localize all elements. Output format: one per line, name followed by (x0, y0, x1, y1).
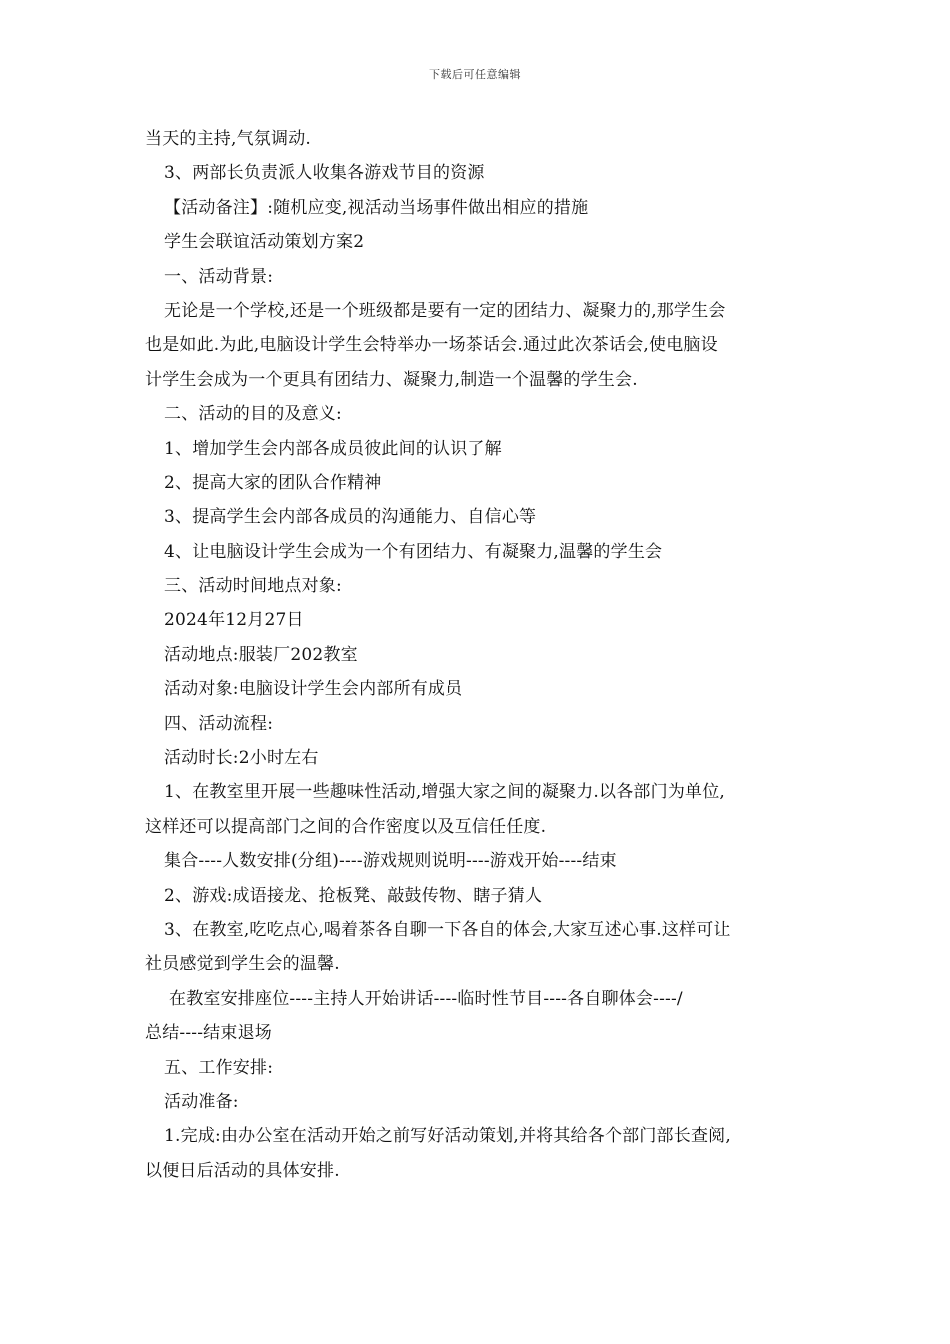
text-line: 【活动备注】:随机应变,视活动当场事件做出相应的措施 (164, 197, 589, 218)
text-line: 在教室安排座位----主持人开始讲话----临时性节目----各自聊体会----/ (169, 988, 683, 1009)
text-line: 2024年12月27日 (164, 610, 304, 631)
text-line: 3、两部长负责派人收集各游戏节目的资源 (164, 163, 485, 184)
text-line: 1.完成:由办公室在活动开始之前写好活动策划,并将其给各个部门部长查阅, (164, 1126, 731, 1147)
text-line: 2、提高大家的团队合作精神 (164, 472, 382, 493)
text-line: 总结----结束退场 (145, 1023, 272, 1044)
text-line: 以便日后活动的具体安排. (145, 1160, 340, 1181)
text-line: 1、在教室里开展一些趣味性活动,增强大家之间的凝聚力.以各部门为单位, (164, 782, 726, 803)
text-line: 活动地点:服装厂202教室 (164, 644, 358, 665)
text-line: 无论是一个学校,还是一个班级都是要有一定的团结力、凝聚力的,那学生会 (164, 300, 726, 321)
text-line: 三、活动时间地点对象: (164, 576, 342, 597)
text-line: 3、提高学生会内部各成员的沟通能力、自信心等 (164, 507, 537, 528)
text-line: 活动对象:电脑设计学生会内部所有成员 (164, 679, 463, 700)
text-line: 二、活动的目的及意义: (164, 404, 342, 425)
text-line: 社员感觉到学生会的温馨. (145, 954, 340, 975)
text-line: 当天的主持,气氛调动. (145, 129, 312, 149)
text-line: 一、活动背景: (164, 266, 274, 287)
document-body (145, 122, 810, 1188)
text-line: 活动时长:2小时左右 (164, 748, 319, 769)
text-line: 4、让电脑设计学生会成为一个有团结力、有凝聚力,温馨的学生会 (164, 541, 663, 562)
text-line: 计学生会成为一个更具有团结力、凝聚力,制造一个温馨的学生会. (145, 369, 638, 390)
page-header: 下载后可任意编辑 (429, 68, 521, 81)
text-line: 五、工作安排: (164, 1057, 274, 1078)
text-line: 活动准备: (164, 1091, 239, 1112)
text-line: 也是如此.为此,电脑设计学生会特举办一场茶话会.通过此次茶话会,使电脑设 (145, 335, 718, 356)
text-line: 2、游戏:成语接龙、抢板凳、敲鼓传物、瞎子猜人 (164, 885, 543, 906)
text-line: 这样还可以提高部门之间的合作密度以及互信任任度. (145, 816, 547, 837)
text-line: 3、在教室,吃吃点心,喝着茶各自聊一下各自的体会,大家互述心事.这样可让 (164, 919, 731, 940)
text-line: 集合----人数安排(分组)----游戏规则说明----游戏开始----结束 (164, 851, 617, 872)
text-line: 四、活动流程: (164, 713, 274, 734)
text-line: 1、增加学生会内部各成员彼此间的认识了解 (164, 438, 502, 459)
text-line: 学生会联谊活动策划方案2 (164, 232, 365, 253)
